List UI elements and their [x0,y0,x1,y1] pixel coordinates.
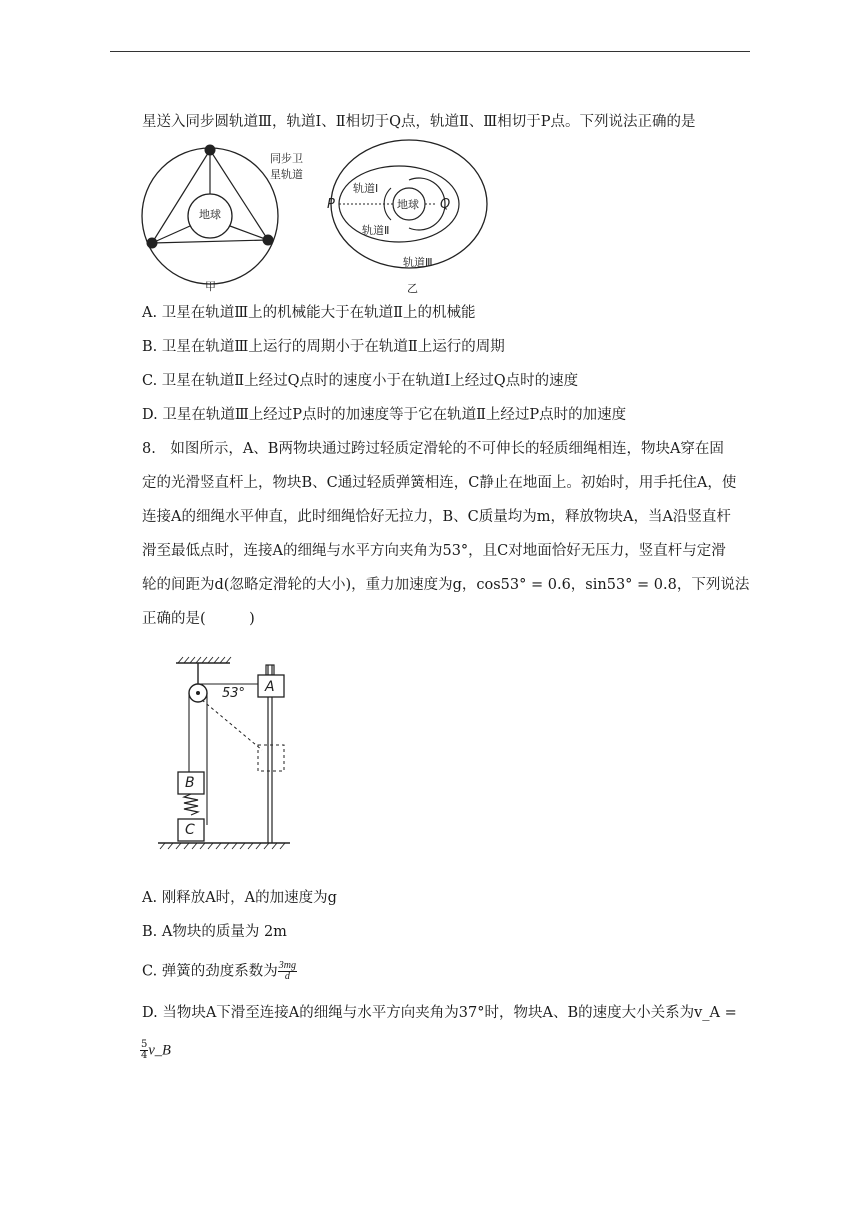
yi-earth-label: 地球 [397,198,419,211]
satellite-dot [205,145,216,156]
yi-caption: 乙 [407,282,418,295]
yi-orbit3-label: 轨道Ⅲ [403,256,433,269]
q8-option-d-line-1: D. 当物块A下滑至连接A的细绳与水平方向夹角为37°时，物块A、B的速度大小关系为v_A = [142,1005,737,1021]
q8-option-c: C. 弹簧的劲度系数为 $\frac{3mg}{d}$ [142,960,297,982]
q7-option-d: D. 卫星在轨道Ⅲ上经过P点时的加速度等于它在轨道Ⅱ上经过P点时的加速度 [142,407,627,423]
spring [184,794,198,815]
jia-sync-label-1: 同步卫 [270,152,303,165]
q8-stem-line-5: 轮的间距为d(忽略定滑轮的大小)，重力加速度为g，cos53° = 0.6，sin53° = 0.8，下列说法 [142,577,750,593]
q8-stem-line-1: 8. 如图所示，A、B两物块通过跨过轻质定滑轮的不可伸长的轻质细绳相连，物块A穿在固 [142,441,724,457]
yi-Q-label: Q [440,197,451,212]
satellite-dot [263,235,274,246]
q8-stem-line-4: 滑至最低点时，连接A的细绳与水平方向夹角为53°，且C对地面恰好无压力，竖直杆与定滑 [142,543,726,559]
q8-block-a-label: A [265,679,275,695]
q7-option-a: A. 卫星在轨道Ⅲ上的机械能大于在轨道Ⅱ上的机械能 [142,305,476,321]
q8-stem-line-3: 连接A的细绳水平伸直，此时细绳恰好无拉力，B、C质量均为m，释放物块A，当A沿竖直杆 [142,509,731,525]
q7-option-b: B. 卫星在轨道Ⅲ上运行的周期小于在轨道Ⅱ上运行的周期 [142,339,505,355]
fraction-5-over-4: $\frac{5}{4}$ [141,1039,148,1061]
block-a-dashed [258,745,284,771]
q8-angle-label: 53° [222,686,246,701]
yi-P-label: P [327,197,335,212]
q8-stem-line-2: 定的光滑竖直杆上，物块B、C通过轻质弹簧相连，C静止在地面上。初始时，用手托住A，使 [142,475,737,491]
q8-block-b-label: B [185,775,195,791]
jia-sync-label-2: 星轨道 [270,168,303,181]
figure-q8-pulley-diagram [150,655,300,850]
yi-orbit1-label: 轨道Ⅰ [353,182,379,195]
q8-option-d-line-2: $\frac{5}{4}$ v_B [141,1039,171,1061]
figure-jia-diagram [138,140,338,300]
satellite-dot [147,238,158,249]
jia-earth-label: 地球 [199,208,221,221]
fraction-3mg-over-d: $\frac{3mg}{d}$ [278,960,297,982]
q8-option-b: B. A物块的质量为 2m [142,924,287,940]
header-rule [110,51,750,52]
yi-orbit2-label: 轨道Ⅱ [362,224,390,237]
q8-option-a: A. 刚释放A时，A的加速度为g [142,890,337,906]
q7-intro-line: 星送入同步圆轨道Ⅲ，轨道Ⅰ、Ⅱ相切于Q点，轨道Ⅱ、Ⅲ相切于P点。下列说法正确的是 [142,114,696,130]
q8-stem-line-6: 正确的是( ) [142,611,255,627]
q7-option-c: C. 卫星在轨道Ⅱ上经过Q点时的速度小于在轨道Ⅰ上经过Q点时的速度 [142,373,579,389]
q8-block-c-label: C [185,822,195,838]
jia-caption: 甲 [205,280,216,293]
